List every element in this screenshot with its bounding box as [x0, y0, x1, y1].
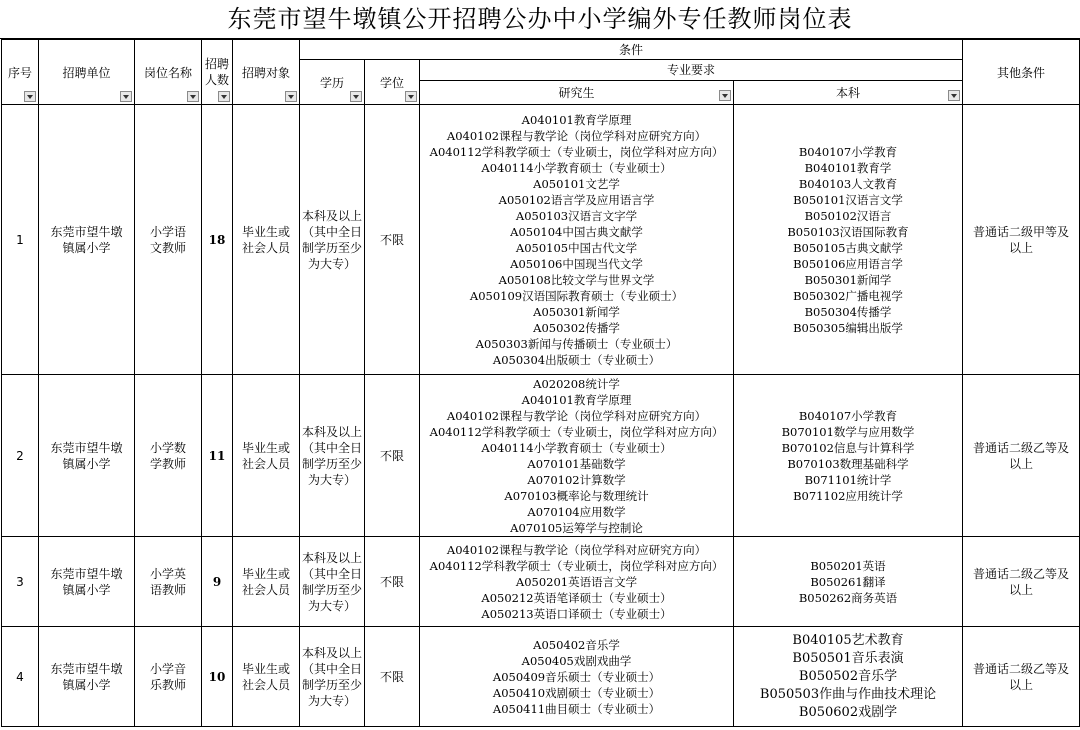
list-item: B070102信息与计算科学 — [781, 440, 915, 455]
list-item: A050410戏剧硕士（专业硕士） — [492, 685, 661, 700]
header-other: 其他条件 — [963, 40, 1080, 105]
list-item: B050304传播学 — [804, 304, 892, 319]
cell-degree — [365, 537, 420, 627]
list-item: B050301新闻学 — [804, 272, 892, 287]
list-item: A040101教育学原理 — [521, 392, 632, 407]
cell-count — [202, 537, 233, 627]
header-position — [135, 40, 202, 105]
cell-education-text: 本科及以上（其中全日制学历至少为大专） — [302, 550, 363, 613]
filter-dropdown-icon[interactable] — [285, 91, 297, 102]
list-item: A050102语言学及应用语言学 — [498, 192, 655, 207]
list-item: A050303新闻与传播硕士（专业硕士） — [475, 336, 678, 351]
cell-seq-text: 3 — [16, 574, 24, 589]
list-item: B050502音乐学 — [798, 668, 898, 684]
cell-count-text: 9 — [212, 574, 222, 589]
cell-position-text: 小学数学教师 — [149, 440, 186, 471]
list-item: B070101数学与应用数学 — [781, 424, 915, 439]
list-item: B050201英语 — [810, 558, 886, 573]
header-count-label: 招聘人数 — [204, 57, 229, 87]
header-unit — [39, 40, 135, 105]
cell-other — [963, 375, 1080, 537]
filter-dropdown-icon[interactable] — [350, 91, 362, 102]
cell-degree — [365, 105, 420, 375]
header-count — [202, 40, 233, 105]
list-item: A050402音乐学 — [533, 637, 620, 652]
list-item: B040103人文教育 — [798, 176, 898, 191]
table-row — [2, 105, 1080, 375]
list-item: A040114小学教育硕士（专业硕士） — [481, 440, 672, 455]
list-item: A070105运筹学与控制论 — [510, 520, 643, 535]
header-target — [233, 40, 300, 105]
list-item: B050105古典文献学 — [793, 240, 903, 255]
list-item: A050411曲目硕士（专业硕士） — [492, 701, 661, 716]
list-item: B050103汉语国际教育 — [787, 224, 909, 239]
header-position-label: 岗位名称 — [143, 65, 192, 80]
cell-unit — [39, 537, 135, 627]
list-item: A050213英语口译硕士（专业硕士） — [481, 606, 672, 621]
cell-unit — [39, 627, 135, 727]
list-item: A050302传播学 — [533, 320, 620, 335]
cell-unit-text: 东莞市望牛墩镇属小学 — [50, 566, 123, 597]
cell-position — [135, 627, 202, 727]
cell-degree-text: 不限 — [379, 233, 404, 247]
list-item: A040112学科教学硕士（专业硕士，岗位学科对应方向） — [429, 424, 724, 439]
list-item: A050101文艺学 — [533, 176, 620, 191]
list-item: A070101基础数学 — [527, 456, 626, 471]
list-item: B050262商务英语 — [798, 590, 898, 605]
cell-target — [233, 105, 300, 375]
cell-target — [233, 375, 300, 537]
cell-target-text: 毕业生或社会人员 — [241, 224, 290, 255]
filter-dropdown-icon[interactable] — [948, 90, 960, 101]
cell-target-text: 毕业生或社会人员 — [241, 440, 290, 471]
filter-dropdown-icon[interactable] — [218, 91, 230, 102]
cell-seq — [2, 537, 39, 627]
header-target-label: 招聘对象 — [241, 65, 290, 80]
list-item: A050301新闻学 — [533, 304, 620, 319]
header-undergraduate — [734, 80, 963, 104]
cell-count-text: 11 — [208, 448, 226, 463]
cell-education — [300, 537, 365, 627]
list-item: B070103数理基础科学 — [787, 456, 909, 471]
list-item: A040102课程与教学论（岗位学科对应研究方向） — [446, 128, 707, 143]
list-item: A050104中国古典文献学 — [510, 224, 643, 239]
list-item: A050304出版硕士（专业硕士） — [492, 352, 661, 367]
cell-target — [233, 537, 300, 627]
list-item: A050106中国现当代文学 — [510, 256, 643, 271]
list-item: A050109汉语国际教育硕士（专业硕士） — [469, 288, 684, 303]
header-graduate — [420, 80, 734, 104]
cell-education-text: 本科及以上（其中全日制学历至少为大专） — [302, 645, 363, 708]
cell-position — [135, 537, 202, 627]
list-item: B071101统计学 — [804, 472, 892, 487]
list-item: A040112学科教学硕士（专业硕士，岗位学科对应方向） — [429, 558, 724, 573]
header-seq — [2, 40, 39, 105]
list-item: B050106应用语言学 — [793, 256, 903, 271]
cell-education — [300, 105, 365, 375]
cell-seq-text: 1 — [16, 232, 24, 247]
cell-position — [135, 105, 202, 375]
list-item: A050212英语笔译硕士（专业硕士） — [481, 590, 672, 605]
cell-other — [963, 105, 1080, 375]
positions-table — [1, 39, 1080, 727]
cell-seq — [2, 105, 39, 375]
cell-graduate-majors — [420, 105, 734, 375]
list-item: B050602戏剧学 — [798, 704, 898, 720]
filter-dropdown-icon[interactable] — [719, 90, 731, 101]
list-item: A020208统计学 — [533, 376, 620, 391]
cell-unit-text: 东莞市望牛墩镇属小学 — [50, 440, 123, 471]
list-item: A040102课程与教学论（岗位学科对应研究方向） — [446, 542, 707, 557]
cell-count-text: 10 — [208, 669, 226, 684]
list-item: A050409音乐硕士（专业硕士） — [492, 669, 661, 684]
list-item: B040105艺术教育 — [792, 632, 904, 648]
cell-count — [202, 105, 233, 375]
list-item: A070103概率论与数理统计 — [504, 488, 649, 503]
cell-graduate-majors — [420, 627, 734, 727]
cell-position-text: 小学英语教师 — [149, 566, 186, 597]
list-item: A040102课程与教学论（岗位学科对应研究方向） — [446, 408, 707, 423]
cell-other-text: 普通话二级乙等及以上 — [973, 566, 1070, 597]
list-item: B040107小学教育 — [798, 408, 898, 423]
cell-other-text: 普通话二级乙等及以上 — [973, 661, 1070, 692]
list-item: A070104应用数学 — [527, 504, 626, 519]
header-undergraduate-label: 本科 — [836, 85, 861, 100]
list-item: B050501音乐表演 — [792, 650, 904, 666]
list-item: B050302广播电视学 — [793, 288, 903, 303]
list-item: A040114小学教育硕士（专业硕士） — [481, 160, 672, 175]
table-title: 东莞市望牛墩镇公开招聘公办中小学编外专任教师岗位表 — [0, 0, 1080, 39]
list-item: B050503作曲与作曲技术理论 — [759, 686, 937, 702]
list-item: A050108比较文学与世界文学 — [498, 272, 655, 287]
header-education-label: 学历 — [319, 75, 344, 90]
list-item: A050405戏剧戏曲学 — [521, 653, 632, 668]
cell-other-text: 普通话二级乙等及以上 — [973, 440, 1070, 471]
table-row — [2, 375, 1080, 537]
cell-degree — [365, 375, 420, 537]
cell-position — [135, 375, 202, 537]
header-conditions: 条件 — [300, 40, 963, 60]
list-item: A050103汉语言文字学 — [515, 208, 638, 223]
header-graduate-label: 研究生 — [558, 85, 595, 100]
cell-count — [202, 627, 233, 727]
cell-target-text: 毕业生或社会人员 — [241, 661, 290, 692]
cell-graduate-majors — [420, 537, 734, 627]
header-seq-label: 序号 — [7, 65, 32, 80]
cell-unit — [39, 105, 135, 375]
header-degree-label: 学位 — [379, 75, 404, 90]
filter-dropdown-icon[interactable] — [24, 91, 36, 102]
cell-unit-text: 东莞市望牛墩镇属小学 — [50, 224, 123, 255]
cell-seq — [2, 627, 39, 727]
header-education — [300, 60, 365, 105]
list-item: A050105中国古代文学 — [515, 240, 638, 255]
cell-graduate-majors — [420, 375, 734, 537]
header-major-req: 专业要求 — [420, 60, 963, 81]
table-row — [2, 537, 1080, 627]
cell-other — [963, 537, 1080, 627]
cell-degree-text: 不限 — [379, 449, 404, 463]
list-item: A040112学科教学硕士（专业硕士，岗位学科对应方向） — [429, 144, 724, 159]
cell-undergraduate-majors — [734, 537, 963, 627]
cell-seq — [2, 375, 39, 537]
cell-seq-text: 2 — [16, 448, 24, 463]
header-degree — [365, 60, 420, 105]
list-item: B050101汉语言文学 — [793, 192, 903, 207]
list-item: B050305编辑出版学 — [793, 320, 903, 335]
list-item: A070102计算数学 — [527, 472, 626, 487]
cell-degree-text: 不限 — [379, 575, 404, 589]
cell-undergraduate-majors — [734, 375, 963, 537]
cell-count — [202, 375, 233, 537]
cell-education-text: 本科及以上（其中全日制学历至少为大专） — [302, 208, 363, 271]
list-item: A050201英语语言文学 — [515, 574, 638, 589]
list-item: B071102应用统计学 — [793, 488, 903, 503]
table-row — [2, 627, 1080, 727]
cell-degree-text: 不限 — [379, 670, 404, 684]
cell-degree — [365, 627, 420, 727]
list-item: B040101教育学 — [804, 160, 892, 175]
cell-education — [300, 375, 365, 537]
cell-target-text: 毕业生或社会人员 — [241, 566, 290, 597]
cell-unit — [39, 375, 135, 537]
cell-other-text: 普通话二级甲等及以上 — [973, 224, 1070, 255]
cell-seq-text: 4 — [16, 669, 24, 684]
list-item: B050261翻译 — [810, 574, 886, 589]
cell-education — [300, 627, 365, 727]
cell-other — [963, 627, 1080, 727]
cell-position-text: 小学语文教师 — [149, 224, 186, 255]
cell-education-text: 本科及以上（其中全日制学历至少为大专） — [302, 424, 363, 487]
cell-target — [233, 627, 300, 727]
list-item: B040107小学教育 — [798, 144, 898, 159]
cell-undergraduate-majors — [734, 105, 963, 375]
filter-dropdown-icon[interactable] — [120, 91, 132, 102]
cell-undergraduate-majors — [734, 627, 963, 727]
cell-position-text: 小学音乐教师 — [149, 661, 186, 692]
header-unit-label: 招聘单位 — [62, 65, 111, 80]
list-item: B050102汉语言 — [804, 208, 892, 223]
list-item: A040101教育学原理 — [521, 112, 632, 127]
filter-dropdown-icon[interactable] — [187, 91, 199, 102]
cell-count-text: 18 — [208, 232, 226, 247]
filter-dropdown-icon[interactable] — [405, 91, 417, 102]
cell-unit-text: 东莞市望牛墩镇属小学 — [50, 661, 123, 692]
